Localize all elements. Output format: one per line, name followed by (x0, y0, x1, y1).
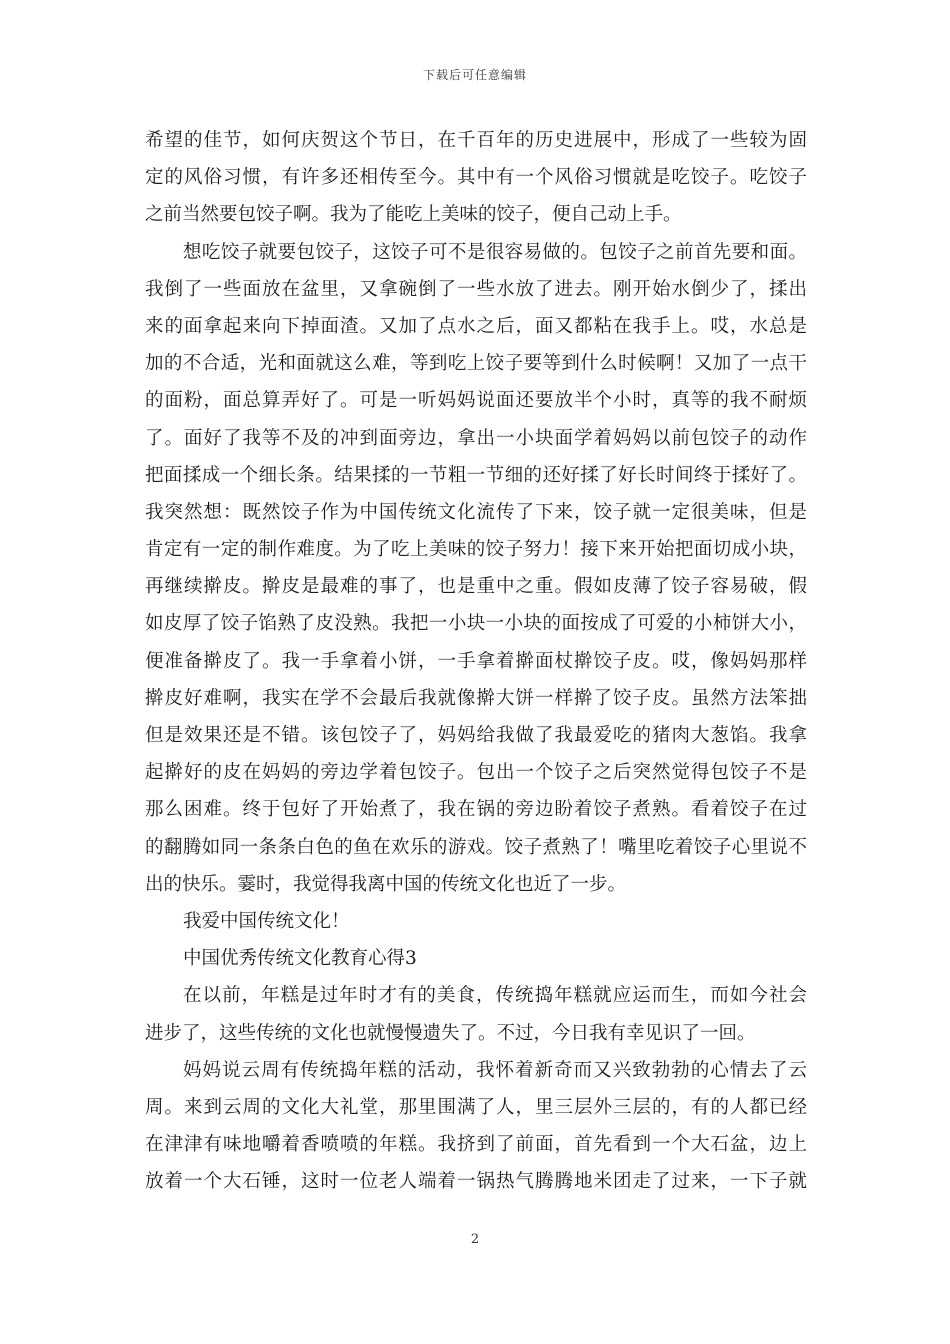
text-line: 但是效果还是不错。该包饺子了，妈妈给我做了我最爱吃的猪肉大葱馅。我拿 (145, 725, 807, 746)
text-line: 进步了，这些传统的文化也就慢慢遗失了。不过，今日我有幸见识了一回。 (145, 1022, 756, 1044)
text-line: 妈妈说云周有传统捣年糕的活动，我怀着新奇而又兴致勃勃的心情去了云 (183, 1059, 807, 1081)
text-line: 我突然想：既然饺子作为中国传统文化流传了下来，饺子就一定很美味，但是 (145, 501, 807, 523)
page-header: 下载后可任意编辑 (422, 68, 527, 82)
text-line: 了。面好了我等不及的冲到面旁边，拿出一小块面学着妈妈以前包饺子的动作 (145, 427, 807, 449)
text-line: 定的风俗习惯，有许多还相传至今。其中有一个风俗习惯就是吃饺子。吃饺子 (145, 167, 807, 189)
text-line: 起擀好的皮在妈妈的旁边学着包饺子。包出一个饺子之后突然觉得包饺子不是 (145, 762, 807, 784)
text-line: 把面揉成一个细长条。结果揉的一节粗一节细的还好揉了好长时间终于揉好了。 (145, 464, 807, 486)
document-body (145, 122, 807, 1200)
text-line: 便准备擀皮了。我一手拿着小饼，一手拿着擀面杖擀饺子皮。哎，像妈妈那样 (145, 650, 807, 672)
text-line: 的翻腾如同一条条白色的鱼在欢乐的游戏。饺子煮熟了！嘴里吃着饺子心里说不 (145, 836, 807, 858)
text-line: 再继续擀皮。擀皮是最难的事了，也是重中之重。假如皮薄了饺子容易破，假 (145, 576, 807, 598)
text-line: 那么困难。终于包好了开始煮了，我在锅的旁边盼着饺子煮熟。看着饺子在过 (145, 799, 807, 821)
page-number: 2 (470, 1232, 480, 1247)
text-line: 加的不合适，光和面就这么难，等到吃上饺子要等到什么时候啊！又加了一点干 (145, 353, 807, 375)
text-line: 的面粉，面总算弄好了。可是一听妈妈说面还要放半个小时，真等的我不耐烦 (145, 390, 807, 412)
text-line: 我爱中国传统文化！ (183, 910, 350, 932)
text-line: 想吃饺子就要包饺子，这饺子可不是很容易做的。包饺子之前首先要和面。 (183, 241, 807, 263)
section-heading: 中国优秀传统文化教育心得3 (183, 948, 417, 970)
text-line: 来的面拿起来向下掉面渣。又加了点水之后，面又都粘在我手上。哎，水总是 (145, 315, 807, 337)
text-line: 周。来到云周的文化大礼堂，那里围满了人，里三层外三层的，有的人都已经 (145, 1096, 807, 1118)
text-line: 放着一个大石锤，这时一位老人端着一锅热气腾腾地米团走了过来，一下子就 (145, 1171, 807, 1193)
text-line: 擀皮好难啊，我实在学不会最后我就像擀大饼一样擀了饺子皮。虽然方法笨拙 (145, 687, 807, 709)
text-line: 出的快乐。霎时，我觉得我离中国的传统文化也近了一步。 (145, 873, 627, 895)
text-line: 之前当然要包饺子啊。我为了能吃上美味的饺子，便自己动上手。 (145, 204, 682, 226)
text-line: 肯定有一定的制作难度。为了吃上美味的饺子努力！接下来开始把面切成小块， (145, 539, 807, 561)
text-line: 我倒了一些面放在盆里，又拿碗倒了一些水放了进去。刚开始水倒少了，揉出 (145, 278, 807, 300)
text-line: 在津津有味地嚼着香喷喷的年糕。我挤到了前面，首先看到一个大石盆，边上 (145, 1134, 807, 1156)
text-line: 在以前，年糕是过年时才有的美食，传统捣年糕就应运而生，而如今社会 (183, 985, 807, 1007)
text-line: 如皮厚了饺子馅熟了皮没熟。我把一小块一小块的面按成了可爱的小柿饼大小， (145, 613, 807, 635)
text-line: 希望的佳节，如何庆贺这个节日，在千百年的历史进展中，形成了一些较为固 (145, 130, 807, 151)
